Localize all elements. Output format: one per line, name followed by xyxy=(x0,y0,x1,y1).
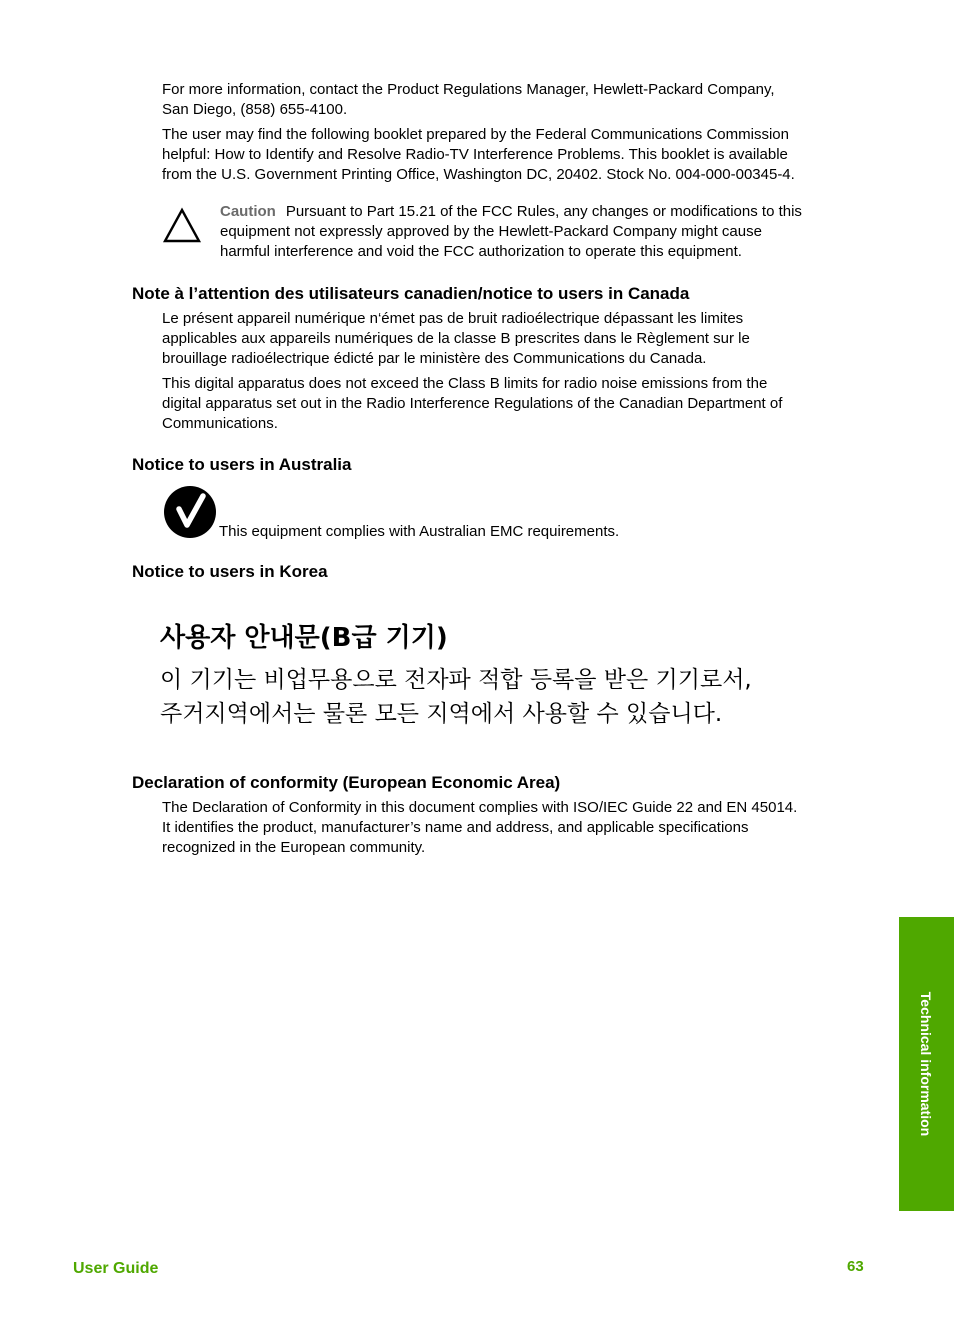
footer-guide-title: User Guide xyxy=(73,1260,159,1277)
side-tab-label: Technical information xyxy=(918,991,934,1137)
korea-notice-title: 사용자 안내문(B급 기기) xyxy=(160,623,448,653)
australia-compliance-text: This equipment complies with Australian EMC requirements. xyxy=(219,523,620,540)
text-line: digital apparatus set out in the Radio Interference Regulations of the Canadian Department of xyxy=(162,395,783,412)
korea-heading: Notice to users in Korea xyxy=(132,562,328,581)
text-line: The user may find the following booklet prepared by the Federal Communications Commission xyxy=(162,126,789,143)
text-line: applicables aux appareils numériques de la classe B prescrites dans le Règlement sur le xyxy=(162,330,750,347)
booklet-paragraph xyxy=(162,125,862,185)
eea-heading: Declaration of conformity (European Economic Area) xyxy=(132,773,561,792)
text-line: The Declaration of Conformity in this document complies with ISO/IEC Guide 22 and EN 45014. xyxy=(162,799,798,816)
text-line: It identifies the product, manufacturer’s name and address, and applicable specifications xyxy=(162,819,749,836)
canada-english-paragraph xyxy=(162,374,862,434)
text-line: This digital apparatus does not exceed the Class B limits for radio noise emissions from the xyxy=(162,375,768,392)
text-line: harmful interference and void the FCC authorization to operate this equipment. xyxy=(220,243,742,260)
text-line: recognized in the European community. xyxy=(162,839,426,856)
caution-label: Caution xyxy=(220,203,276,220)
warning-triangle-icon xyxy=(162,207,202,243)
text-line: 이 기기는 비업무용으로 전자파 적합 등록을 받은 기기로서, xyxy=(160,667,752,693)
text-line: Pursuant to Part 15.21 of the FCC Rules, any changes or modifications to this xyxy=(285,203,802,220)
section-side-tab xyxy=(899,917,954,1211)
page-number: 63 xyxy=(847,1258,864,1275)
text-line: 주거지역에서는 물론 모든 지역에서 사용할 수 있습니다. xyxy=(160,701,723,727)
text-line: brouillage radioélectrique édicté par le ministère des Communications du Canada. xyxy=(162,350,707,367)
contact-paragraph xyxy=(162,80,862,120)
text-line: Le présent appareil numérique n‘émet pas de bruit radioélectrique dépassant les limites xyxy=(162,310,744,327)
text-line: equipment not expressly approved by the Hewlett-Packard Company might cause xyxy=(220,223,762,240)
caution-note xyxy=(220,202,880,262)
eea-paragraph xyxy=(162,798,862,858)
text-line: helpful: How to Identify and Resolve Radio-TV Interference Problems. This booklet is available xyxy=(162,146,788,163)
australia-heading: Notice to users in Australia xyxy=(132,455,352,474)
text-line: San Diego, (858) 655-4100. xyxy=(162,101,348,118)
canada-heading: Note à l’attention des utilisateurs canadien/notice to users in Canada xyxy=(132,284,690,303)
korea-notice-body xyxy=(160,663,752,731)
c-tick-mark-icon xyxy=(163,485,217,539)
text-line: For more information, contact the Product Regulations Manager, Hewlett-Packard Company, xyxy=(162,81,775,98)
text-line: Communications. xyxy=(162,415,278,432)
text-line: from the U.S. Government Printing Office, Washington DC, 20402. Stock No. 004-000-00345-4. xyxy=(162,166,795,183)
canada-french-paragraph xyxy=(162,309,862,369)
